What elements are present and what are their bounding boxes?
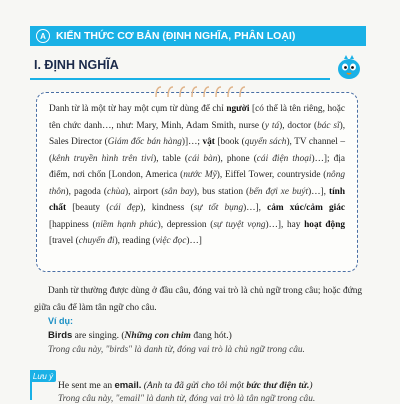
note-explain: Trong câu này, "email" là danh từ, đóng vai trò là tân ngữ trong câu. <box>58 394 316 404</box>
note-label: Lưu ý <box>30 370 56 382</box>
section-band-title: KIẾN THỨC CƠ BẢN (ĐỊNH NGHĨA, PHÂN LOẠI) <box>56 30 296 42</box>
notebook-rings-icon <box>151 85 261 99</box>
example-note: Trong câu này, "birds" là danh từ, đóng vai trò là chủ ngữ trong câu. <box>48 345 305 355</box>
example-sentence: Birds are singing. (Những con chim đang hót.) <box>48 330 232 341</box>
heading-underline <box>30 78 330 80</box>
example-label: Ví dụ: <box>48 316 73 326</box>
box-text: Danh từ là một từ hay một cụm từ dùng để chỉ người [có thể là tên riêng, hoặc tên chức danh…, như: Mary, Minh, Adam Smith, nurse (y tá), doctor (bác sĩ), Sales Director (Giám đốc bán hàng)]…; vật [book (quyển sách), TV channel – (kênh truyền hình trên tivi), table (cái bàn), phone (cái điện thoại)…]; địa điểm, nơi chốn [London, America (nước Mỹ), Eiffel Tower, countryside (nông thôn), pagoda (chùa), airport (sân bay), bus station (bến đợi xe buýt)…], tính chất [beauty (cái đẹp), kindness (sự tốt bụng)…], cảm xúc/cảm giác [happiness (niềm hạnh phúc), depression (sự tuyệt vọng)…], hay hoạt động [travel (chuyến đi), reading (việc đọc)…] <box>49 104 346 246</box>
definition-box <box>36 92 358 272</box>
note-sentence: He sent me an email. (Anh ta đã gửi cho tôi một bức thư điện tử.) <box>58 380 313 391</box>
mascot-icon <box>334 52 364 80</box>
usage-paragraph: Danh từ thường được dùng ở đầu câu, đóng vai trò là chủ ngữ trong câu; hoặc đứng giữa câu để làm tân ngữ cho câu. <box>34 286 362 313</box>
section-badge: A <box>36 29 50 43</box>
heading-definition: I. ĐỊNH NGHĨA <box>34 58 119 72</box>
section-band <box>30 26 366 46</box>
